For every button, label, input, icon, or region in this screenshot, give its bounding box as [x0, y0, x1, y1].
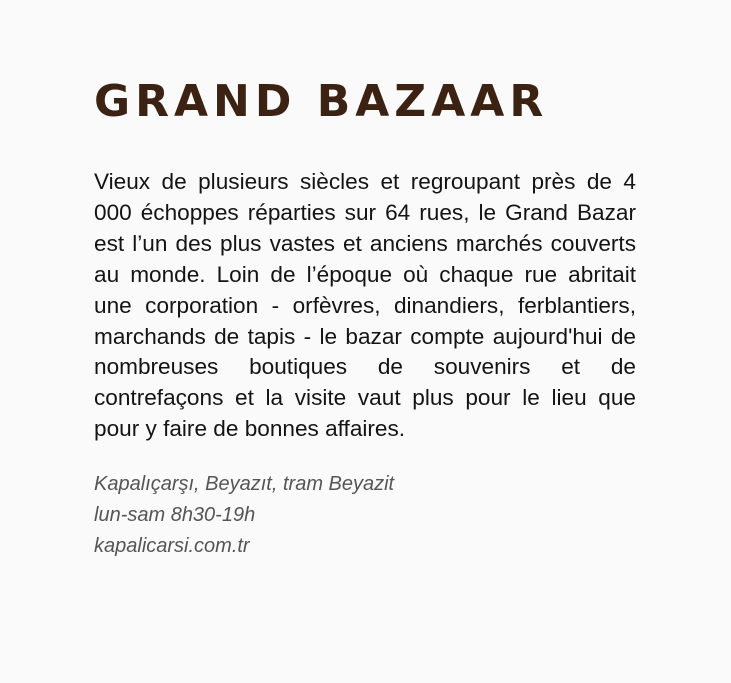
article-title: GRAND BAZAAR — [94, 76, 549, 127]
website-line: kapalicarsi.com.tr — [94, 535, 250, 558]
hours-line: lun-sam 8h30-19h — [94, 504, 256, 527]
address-line: Kapalıçarşı, Beyazıt, tram Beyazit — [94, 473, 395, 496]
article-body: Vieux de plusieurs siècles et regroupant près de 4 000 échoppes réparties sur 64 rues, le Grand Bazar est l’un des plus vastes et anciens marchés couverts au monde. Loin de l’époque où chaque rue abritait une corporation - orfèvres, dinandiers, ferblantiers, marchands de tapis - le bazar compte aujourd'hui de nombreuses boutiques de souvenirs et de contrefaçons et la visite vaut plus pour le lieu que pour y faire de bonnes affaires. — [94, 169, 636, 442]
article — [94, 78, 636, 562]
practical-info — [94, 469, 636, 562]
